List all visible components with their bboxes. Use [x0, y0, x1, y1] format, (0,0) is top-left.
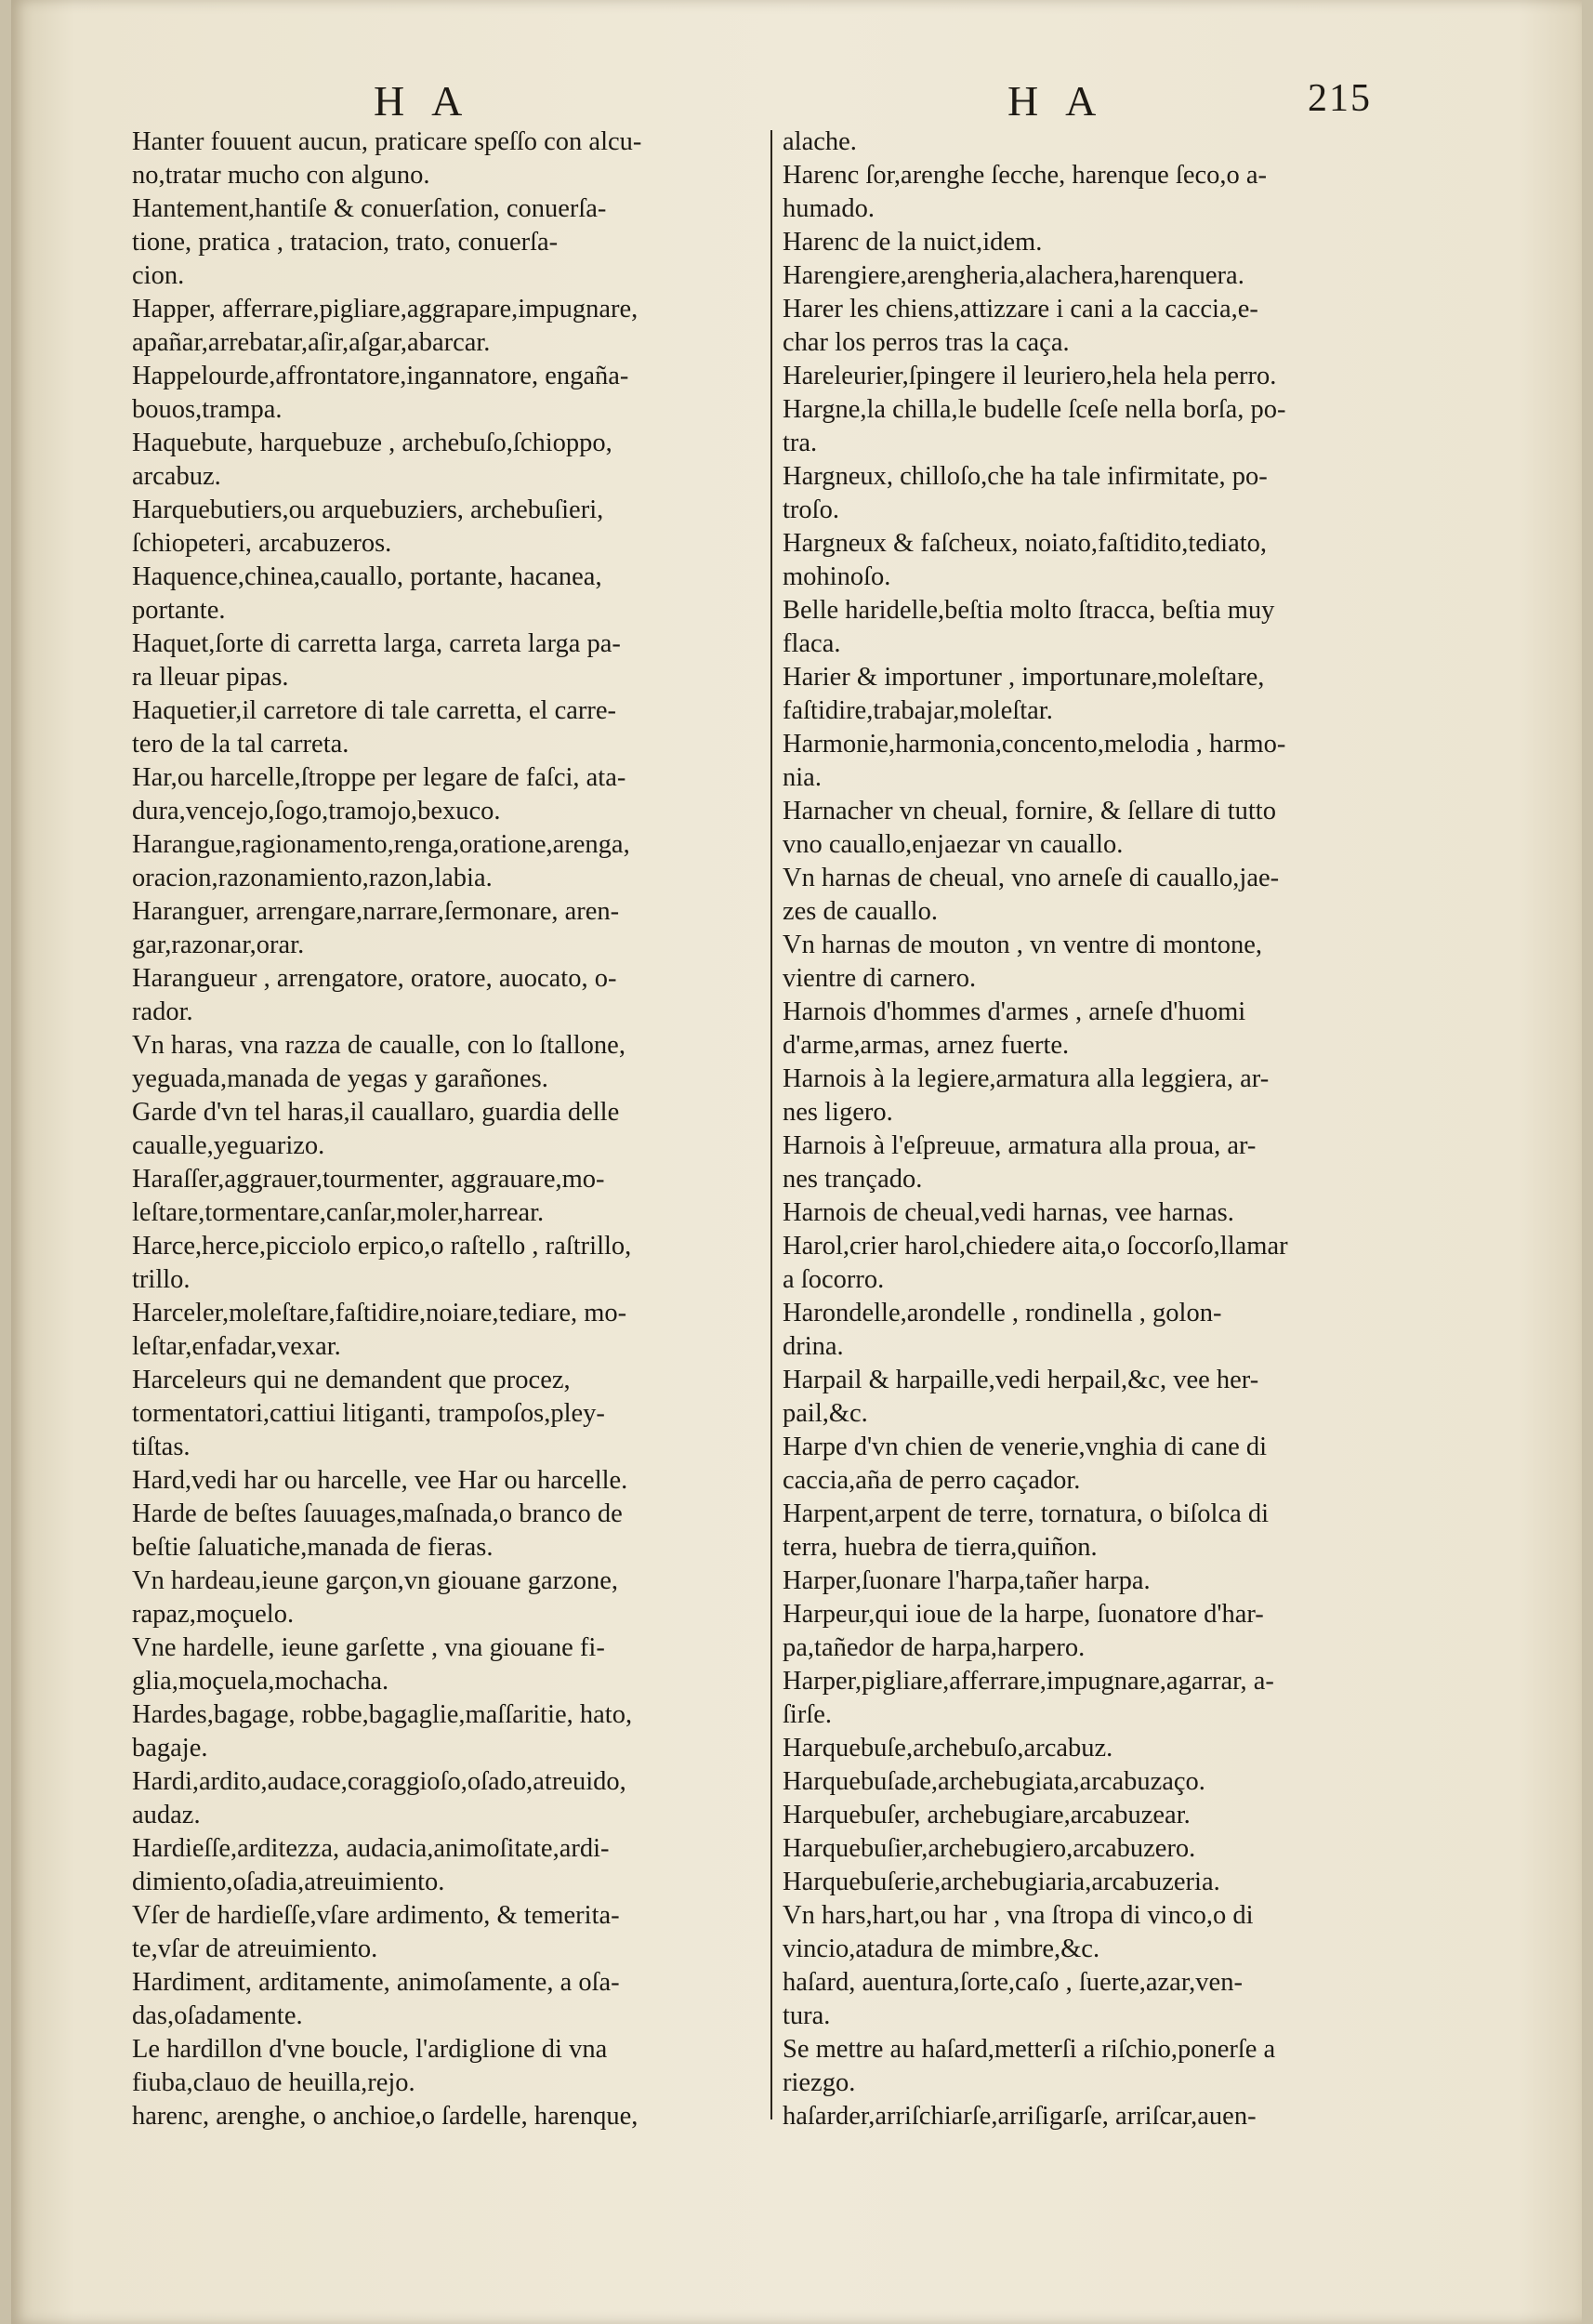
book-page: [11, 0, 1582, 2324]
left-column: [132, 125, 764, 2133]
dictionary-line: Belle haridelle,beſtia molto ſtracca, beſtia muy: [783, 596, 1275, 625]
dictionary-line: Vſer de hardieſſe,vſare ardimento, & temerita-: [132, 1901, 620, 1930]
dictionary-line: cion.: [132, 261, 185, 290]
dictionary-line: das,oſadamente.: [132, 2001, 303, 2030]
dictionary-line: Le hardillon d'vne boucle, l'ardiglione di vna: [132, 2035, 608, 2064]
dictionary-line: Hardieſſe,arditezza, audacia,animoſitate,ardi-: [132, 1834, 610, 1863]
dictionary-line: vincio,atadura de mimbre,&c.: [783, 1934, 1100, 1963]
dictionary-line: Happelourde,affrontatore,ingannatore, engaña-: [132, 362, 629, 390]
dictionary-line: tura.: [783, 2001, 831, 2030]
dictionary-line: Harquebuſe,archebuſo,arcabuz.: [783, 1734, 1113, 1763]
dictionary-line: Harnois d'hommes d'armes , arneſe d'huomi: [783, 997, 1246, 1026]
dictionary-line: Har,ou harcelle,ſtroppe per legare de faſci, ata-: [132, 763, 626, 792]
dictionary-line: Vne hardelle, ieune garſette , vna giouane fi-: [132, 1633, 605, 1662]
dictionary-line: te,vſar de atreuimiento.: [132, 1934, 378, 1963]
dictionary-line: beſtie ſaluatiche,manada de fieras.: [132, 1533, 494, 1562]
dictionary-line: Harquebuſade,archebugiata,arcabuzaço.: [783, 1767, 1205, 1796]
dictionary-line: Harnois de cheual,vedi harnas, vee harnas.: [783, 1198, 1234, 1227]
dictionary-line: Hargneux & faſcheux, noiato,faſtidito,tediato,: [783, 529, 1268, 558]
dictionary-line: zes de cauallo.: [783, 897, 938, 926]
dictionary-line: Harmonie,harmonia,concento,melodia , harmo-: [783, 730, 1286, 759]
dictionary-line: Haraſſer,aggrauer,tourmenter, aggrauare,mo-: [132, 1165, 605, 1194]
dictionary-line: dimiento,oſadia,atreuimiento.: [132, 1868, 445, 1896]
dictionary-line: Harquebutiers,ou arquebuziers, archebuſieri,: [132, 495, 604, 524]
dictionary-line: tione, pratica , tratacion, trato, conuerſa-: [132, 228, 559, 257]
dictionary-line: faſtidire,trabajar,moleſtar.: [783, 696, 1053, 725]
dictionary-line: Harper,pigliare,afferrare,impugnare,agarrar, a-: [783, 1667, 1274, 1696]
dictionary-line: bouos,trampa.: [132, 395, 283, 424]
dictionary-line: Hargneux, chilloſo,che ha tale infirmitate, po-: [783, 462, 1268, 491]
dictionary-line: Vn hardeau,ieune garçon,vn giouane garzone,: [132, 1566, 619, 1595]
dictionary-line: Se mettre au haſard,metterſi a riſchio,ponerſe a: [783, 2035, 1276, 2064]
dictionary-line: Harpail & harpaille,vedi herpail,&c, vee her-: [783, 1366, 1259, 1394]
dictionary-line: pail,&c.: [783, 1399, 868, 1428]
dictionary-line: audaz.: [132, 1801, 201, 1829]
dictionary-line: Happer, afferrare,pigliare,aggrapare,impugnare,: [132, 295, 639, 324]
dictionary-line: Vn harnas de mouton , vn ventre di montone,: [783, 931, 1263, 959]
dictionary-line: tero de la tal carreta.: [132, 730, 349, 759]
column-divider: [770, 130, 772, 2119]
dictionary-line: Hareleurier,ſpingere il leuriero,hela hela perro.: [783, 362, 1277, 390]
dictionary-line: d'arme,armas, arnez fuerte.: [783, 1031, 1070, 1060]
dictionary-line: haſard, auentura,ſorte,caſo , ſuerte,azar,ven-: [783, 1968, 1243, 1997]
dictionary-line: drina.: [783, 1332, 844, 1361]
dictionary-line: harenc, arenghe, o anchioe,o ſardelle, harenque,: [132, 2102, 639, 2131]
dictionary-line: nes ligero.: [783, 1098, 893, 1127]
dictionary-line: no,tratar mucho con alguno.: [132, 161, 430, 190]
dictionary-line: Haranguer, arrengare,narrare,ſermonare, aren-: [132, 897, 620, 926]
dictionary-line: glia,moçuela,mochacha.: [132, 1667, 389, 1696]
dictionary-line: char los perros tras la caça.: [783, 328, 1070, 357]
dictionary-line: Vn hars,hart,ou har , vna ſtropa di vinco,o di: [783, 1901, 1254, 1930]
dictionary-line: humado.: [783, 194, 875, 223]
dictionary-line: leſtar,enfadar,vexar.: [132, 1332, 341, 1361]
dictionary-line: Harenc de la nuict,idem.: [783, 228, 1043, 257]
dictionary-line: terra, huebra de tierra,quiñon.: [783, 1533, 1098, 1562]
dictionary-line: caccia,aña de perro caçador.: [783, 1466, 1081, 1495]
page-number: 215: [1308, 77, 1372, 120]
dictionary-line: dura,vencejo,ſogo,tramojo,bexuco.: [132, 797, 501, 825]
dictionary-line: vientre di carnero.: [783, 964, 977, 993]
dictionary-line: tra.: [783, 429, 818, 457]
dictionary-line: Harengiere,arengheria,alachera,harenquera.: [783, 261, 1244, 290]
dictionary-line: gar,razonar,orar.: [132, 931, 305, 959]
dictionary-line: Garde d'vn tel haras,il cauallaro, guardia delle: [132, 1098, 620, 1127]
dictionary-line: Harangueur , arrengatore, oratore, auocato, o-: [132, 964, 617, 993]
dictionary-line: Harangue,ragionamento,renga,oratione,arenga,: [132, 830, 630, 859]
dictionary-line: Hard,vedi har ou harcelle, vee Har ou harcelle.: [132, 1466, 628, 1495]
dictionary-line: Harondelle,arondelle , rondinella , golon-: [783, 1299, 1222, 1327]
dictionary-line: Hardes,bagage, robbe,bagaglie,maſſaritie, hato,: [132, 1700, 633, 1729]
dictionary-line: oracion,razonamiento,razon,labia.: [132, 864, 493, 892]
dictionary-line: Harpeur,qui ioue de la harpe, ſuonatore d'har-: [783, 1600, 1264, 1629]
dictionary-line: yeguada,manada de yegas y garañones.: [132, 1064, 548, 1093]
dictionary-line: tormentatori,cattiui litiganti, trampoſos,pley-: [132, 1399, 605, 1428]
dictionary-line: leſtare,tormentare,canſar,moler,harrear.: [132, 1198, 545, 1227]
dictionary-line: Harce,herce,picciolo erpico,o raſtello , raſtrillo,: [132, 1232, 632, 1261]
dictionary-line: Harpe d'vn chien de venerie,vnghia di cane di: [783, 1433, 1268, 1461]
dictionary-line: Harper,ſuonare l'harpa,tañer harpa.: [783, 1566, 1151, 1595]
dictionary-line: arcabuz.: [132, 462, 221, 491]
dictionary-line: caualle,yeguarizo.: [132, 1131, 325, 1160]
dictionary-line: Harier & importuner , importunare,moleſtare,: [783, 663, 1265, 692]
dictionary-line: Hanter fouuent aucun, praticare speſſo con alcu-: [132, 127, 642, 156]
dictionary-line: Harnois à la legiere,armatura alla leggiera, ar-: [783, 1064, 1270, 1093]
dictionary-line: flaca.: [783, 629, 841, 658]
dictionary-line: ra lleuar pipas.: [132, 663, 289, 692]
dictionary-line: pa,tañedor de harpa,harpero.: [783, 1633, 1086, 1662]
dictionary-line: Vn haras, vna razza de caualle, con lo ſtallone,: [132, 1031, 625, 1060]
dictionary-line: Haquence,chinea,cauallo, portante, hacanea,: [132, 562, 602, 591]
dictionary-line: vno cauallo,enjaezar vn cauallo.: [783, 830, 1124, 859]
dictionary-line: ſirſe.: [783, 1700, 833, 1729]
dictionary-line: Hardi,ardito,audace,coraggioſo,oſado,atreuido,: [132, 1767, 626, 1796]
dictionary-line: nia.: [783, 763, 822, 792]
dictionary-line: Harol,crier harol,chiedere aita,o ſoccorſo,llamar: [783, 1232, 1288, 1261]
dictionary-line: Harquebuſier,archebugiero,arcabuzero.: [783, 1834, 1196, 1863]
dictionary-line: nes trançado.: [783, 1165, 923, 1194]
dictionary-line: alache.: [783, 127, 857, 156]
dictionary-line: tiſtas.: [132, 1433, 191, 1461]
dictionary-line: Haquet,ſorte di carretta larga, carreta larga pa-: [132, 629, 621, 658]
dictionary-line: troſo.: [783, 495, 839, 524]
dictionary-line: rapaz,moçuelo.: [132, 1600, 295, 1629]
dictionary-line: Harenc ſor,arenghe ſecche, harenque ſeco,o a-: [783, 161, 1268, 190]
dictionary-line: Hantement,hantiſe & conuerſation, conuerſa-: [132, 194, 607, 223]
dictionary-line: Harquebuſer, archebugiare,arcabuzear.: [783, 1801, 1191, 1829]
dictionary-line: trillo.: [132, 1265, 191, 1294]
left-running-head: H A: [374, 77, 472, 125]
dictionary-line: Hardiment, arditamente, animoſamente, a oſa-: [132, 1968, 620, 1997]
dictionary-line: Hargne,la chilla,le budelle ſceſe nella borſa, po-: [783, 395, 1286, 424]
dictionary-line: Haquebute, harquebuze , archebuſo,ſchioppo,: [132, 429, 612, 457]
dictionary-line: mohinoſo.: [783, 562, 891, 591]
right-running-head: H A: [1007, 77, 1106, 125]
dictionary-line: apañar,arrebatar,aſir,aſgar,abarcar.: [132, 328, 491, 357]
dictionary-line: Harpent,arpent de terre, tornatura, o biſolca di: [783, 1499, 1270, 1528]
dictionary-line: Harde de beſtes ſauuages,maſnada,o branco de: [132, 1499, 623, 1528]
dictionary-line: ſchiopeteri, arcabuzeros.: [132, 529, 392, 558]
dictionary-line: Harnacher vn cheual, fornire, & ſellare di tutto: [783, 797, 1276, 825]
dictionary-line: portante.: [132, 596, 226, 625]
dictionary-line: Vn harnas de cheual, vno arneſe di cauallo,jae-: [783, 864, 1280, 892]
dictionary-line: a ſocorro.: [783, 1265, 885, 1294]
dictionary-line: haſarder,arriſchiarſe,arriſigarſe, arriſcar,auen-: [783, 2102, 1257, 2131]
dictionary-line: fiuba,clauo de heuilla,rejo.: [132, 2068, 415, 2097]
dictionary-line: Harquebuſerie,archebugiaria,arcabuzeria.: [783, 1868, 1220, 1896]
dictionary-line: Haquetier,il carretore di tale carretta, el carre-: [132, 696, 617, 725]
dictionary-line: Harnois à l'eſpreuue, armatura alla proua, ar-: [783, 1131, 1257, 1160]
dictionary-line: Harer les chiens,attizzare i cani a la caccia,e-: [783, 295, 1258, 324]
dictionary-line: riezgo.: [783, 2068, 856, 2097]
dictionary-line: rador.: [132, 997, 193, 1026]
dictionary-line: bagaje.: [132, 1734, 208, 1763]
dictionary-line: Harceler,moleſtare,faſtidire,noiare,tediare, mo-: [132, 1299, 627, 1327]
dictionary-line: Harceleurs qui ne demandent que procez,: [132, 1366, 571, 1394]
right-column: [783, 125, 1396, 2133]
